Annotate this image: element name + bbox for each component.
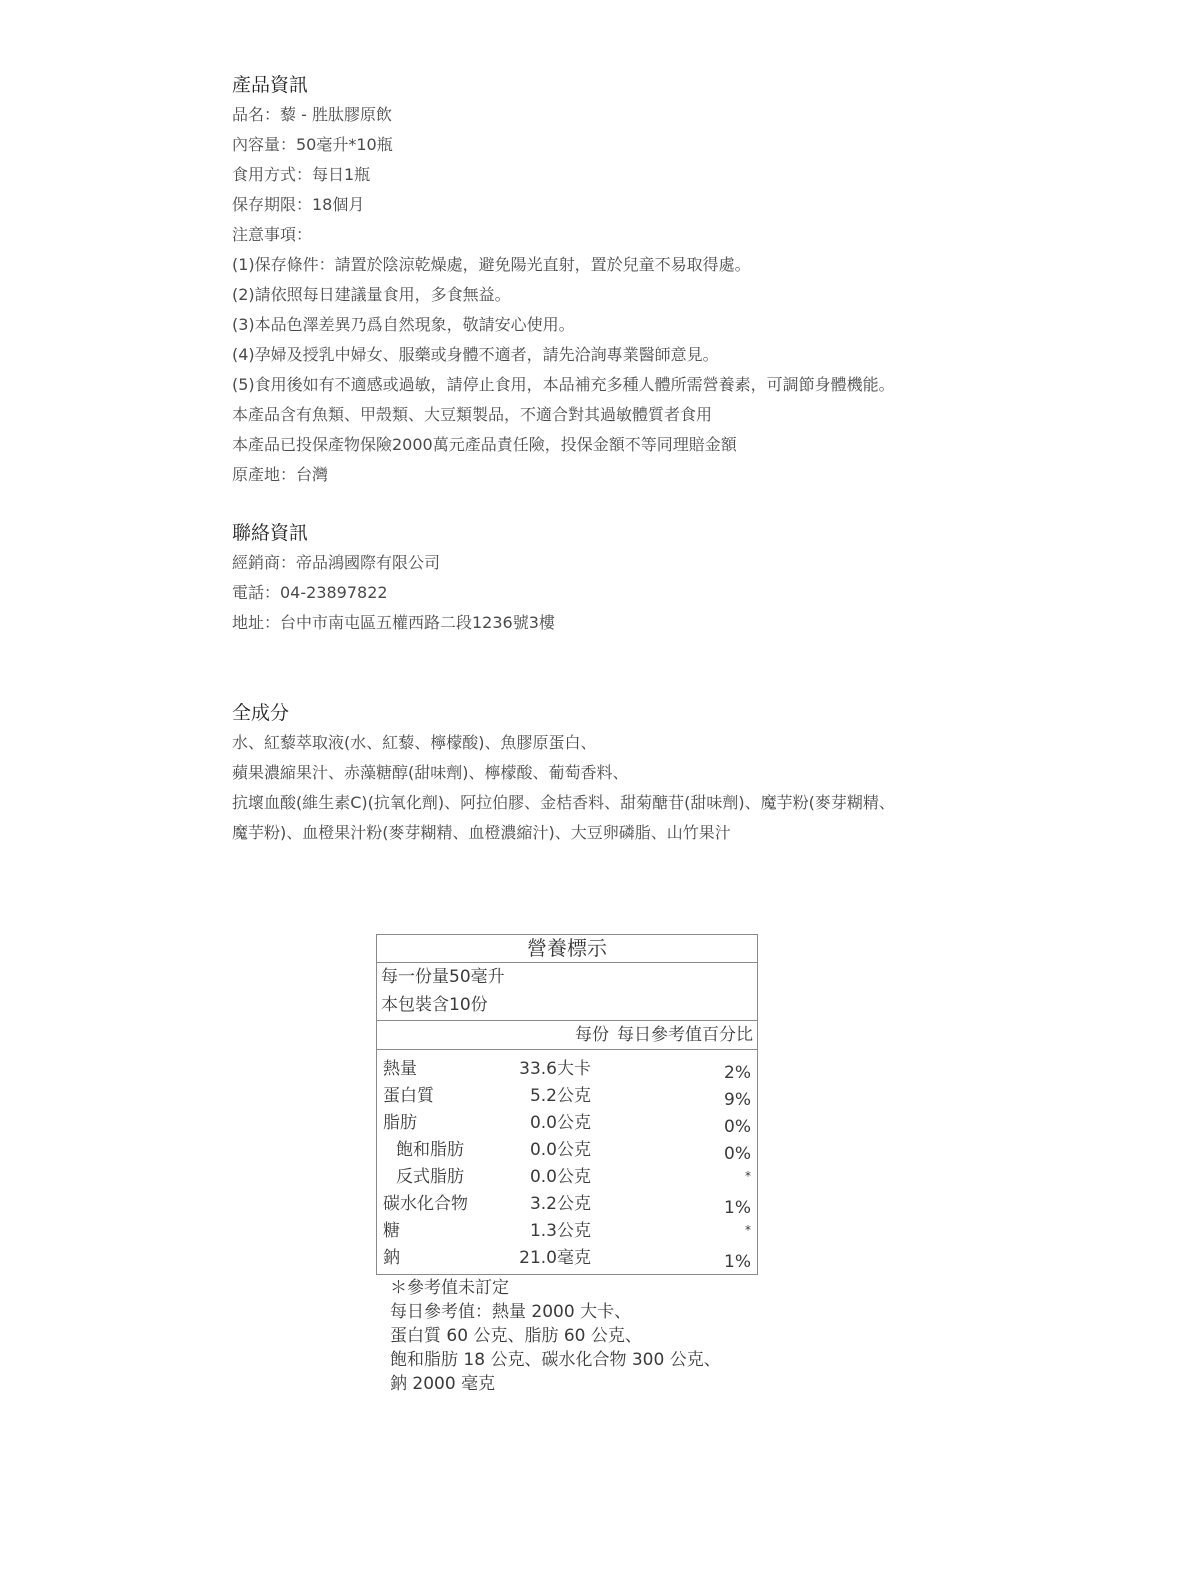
- precaution-item: (2)請依照每日建議量食用，多食無益。: [232, 285, 511, 304]
- nutrient-amount: 33.6大卡: [519, 1059, 591, 1079]
- servings-per-package: 本包裝含10份: [381, 995, 488, 1015]
- nutrient-name: 飽和脂肪: [396, 1140, 464, 1160]
- daily-reference-note: 飽和脂肪 18 公克、碳水化合物 300 公克、: [390, 1350, 721, 1370]
- nutrient-amount: 0.0公克: [529, 1113, 591, 1133]
- contact-info-title: 聯絡資訊: [232, 522, 309, 544]
- serving-size: 每一份量50毫升: [381, 967, 505, 987]
- nutrient-name: 鈉: [383, 1248, 400, 1268]
- nutrition-facts-table: [376, 934, 758, 1275]
- precaution-item: (5)食用後如有不適感或過敏，請停止食用，本品補充多種人體所需營養素，可調節身體機能。: [232, 375, 895, 394]
- distributor: 經銷商：帝品鴻國際有限公司: [232, 553, 441, 572]
- ingredients-title: 全成分: [232, 702, 290, 724]
- product-usage: 食用方式：每日1瓶: [232, 165, 371, 184]
- nutrition-row-sodium: [377, 1245, 757, 1272]
- insurance-notice: 本產品已投保產物保險2000萬元產品責任險，投保金額不等同理賠金額: [232, 435, 737, 454]
- phone: 電話：04-23897822: [232, 583, 388, 602]
- nutrition-row-fat: [377, 1110, 757, 1137]
- nutrient-daily-pct: 0%: [724, 1144, 751, 1164]
- product-shelf-life: 保存期限：18個月: [232, 195, 365, 214]
- nutrient-amount: 0.0公克: [529, 1140, 591, 1160]
- ingredients-line: 魔芋粉)、血橙果汁粉(麥芽糊精、血橙濃縮汁)、大豆卵磷脂、山竹果汁: [232, 823, 731, 842]
- product-info-section: [232, 70, 1032, 490]
- contact-info-section: [232, 518, 1032, 638]
- nutrient-daily-pct: 9%: [724, 1090, 751, 1110]
- nutrient-daily-pct: *: [745, 1223, 751, 1237]
- allergen-notice: 本產品含有魚類、甲殼類、大豆類製品，不適合對其過敏體質者食用: [232, 405, 713, 424]
- nutrient-daily-pct: 1%: [724, 1198, 751, 1218]
- nutrition-row-trans-fat: [377, 1164, 757, 1191]
- precaution-item: (3)本品色澤差異乃爲自然現象，敬請安心使用。: [232, 315, 575, 334]
- nutrient-amount: 1.3公克: [529, 1221, 591, 1241]
- precaution-item: (1)保存條件：請置於陰涼乾燥處，避免陽光直射，置於兒童不易取得處。: [232, 255, 751, 274]
- nutrient-daily-pct: *: [745, 1169, 751, 1183]
- product-name: 品名：藜 - 胜肽膠原飲: [232, 105, 392, 124]
- nutrition-row-protein: [377, 1083, 757, 1110]
- ingredients-line: 抗壞血酸(維生素C)(抗氧化劑)、阿拉伯膠、金桔香料、甜菊醣苷(甜味劑)、魔芋粉(麥芽糊精、: [232, 793, 895, 812]
- nutrition-title: 營養標示: [377, 935, 757, 963]
- nutrition-row-sugar: [377, 1218, 757, 1245]
- nutrient-daily-pct: 0%: [724, 1117, 751, 1137]
- nutrient-amount: 0.0公克: [529, 1167, 591, 1187]
- nutrition-column-header: [377, 1020, 757, 1050]
- daily-reference-note: 鈉 2000 毫克: [390, 1374, 496, 1394]
- nutrition-notes: [390, 1276, 721, 1396]
- product-volume: 內容量：50毫升*10瓶: [232, 135, 393, 154]
- nutrient-daily-pct: 2%: [724, 1063, 751, 1083]
- nutrient-amount: 21.0毫克: [519, 1248, 591, 1268]
- nutrition-rows: [377, 1050, 757, 1274]
- nutrition-row-carbohydrate: [377, 1191, 757, 1218]
- nutrition-row-calories: [377, 1056, 757, 1083]
- precaution-item: (4)孕婦及授乳中婦女、服藥或身體不適者，請先洽詢專業醫師意見。: [232, 345, 719, 364]
- reference-not-set-note: ＊參考值未訂定: [390, 1278, 509, 1298]
- nutrient-daily-pct: 1%: [724, 1252, 751, 1272]
- ingredients-section: [232, 698, 1032, 848]
- nutrient-amount: 3.2公克: [529, 1194, 591, 1214]
- column-per-serving: 每份: [575, 1025, 609, 1045]
- daily-reference-note: 蛋白質 60 公克、脂肪 60 公克、: [390, 1326, 642, 1346]
- column-daily-value: 每日參考值百分比: [617, 1025, 753, 1045]
- ingredients-line: 水、紅藜萃取液(水、紅藜、檸檬酸)、魚膠原蛋白、: [232, 733, 597, 752]
- nutrient-amount: 5.2公克: [529, 1086, 591, 1106]
- origin: 原產地：台灣: [232, 465, 329, 484]
- address: 地址：台中市南屯區五權西路二段1236號3樓: [232, 613, 555, 632]
- daily-reference-note: 每日參考值：熱量 2000 大卡、: [390, 1302, 632, 1322]
- nutrient-name: 脂肪: [383, 1113, 417, 1133]
- nutrient-name: 蛋白質: [383, 1086, 434, 1106]
- product-info-title: 產品資訊: [232, 74, 309, 96]
- nutrition-row-saturated-fat: [377, 1137, 757, 1164]
- precautions-label: 注意事項：: [232, 225, 313, 244]
- ingredients-line: 蘋果濃縮果汁、赤藻糖醇(甜味劑)、檸檬酸、葡萄香料、: [232, 763, 629, 782]
- nutrient-name: 反式脂肪: [396, 1167, 464, 1187]
- nutrient-name: 碳水化合物: [383, 1194, 468, 1214]
- nutrient-name: 熱量: [383, 1059, 417, 1079]
- nutrient-name: 糖: [383, 1221, 400, 1241]
